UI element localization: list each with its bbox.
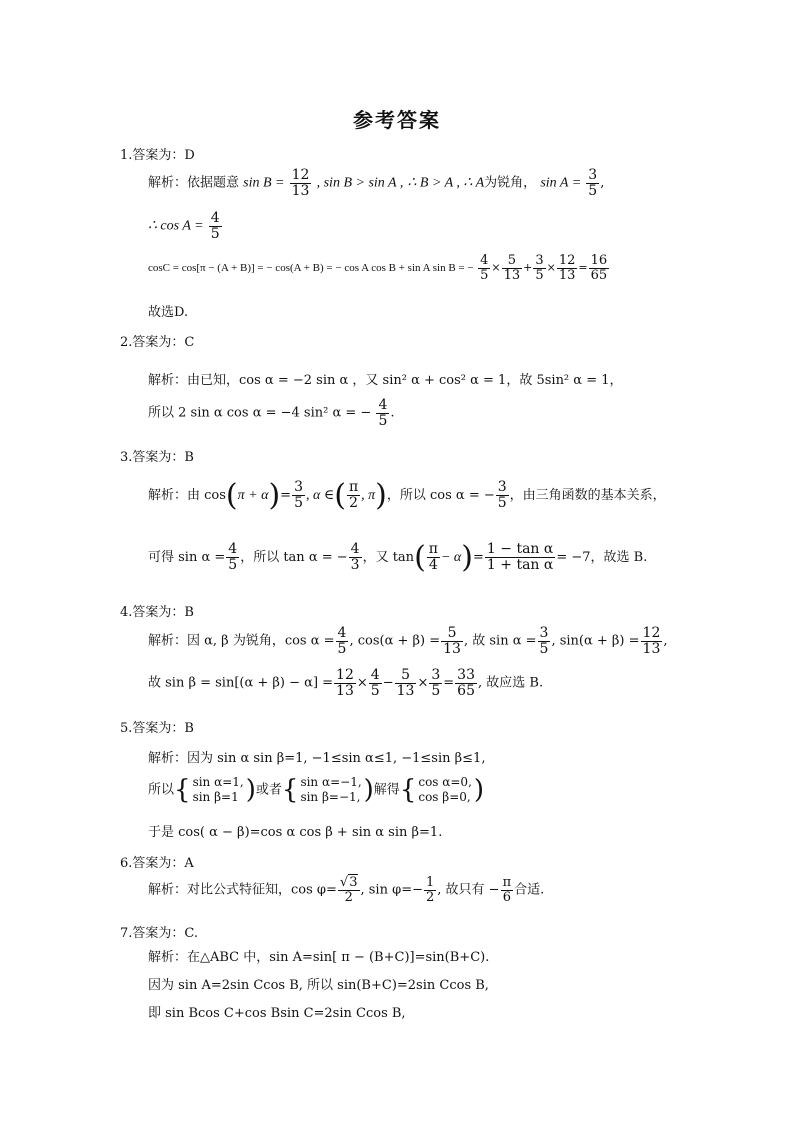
q6-frac: $\frac{1}{2}$ [426,875,435,905]
q5-line-1: 解析：因为 sin α sin β=1, −1≤sin α≤1, −1≤sin β≤1, [148,751,486,766]
q3-frac: $\frac{\pi}{4}$ [428,541,438,573]
q1-expr: , sin B > sin A , [316,175,404,191]
q5-line-3: 于是 cos( α − β)=cos α cos β + sin α sin β=1. [148,825,443,840]
q3-frac: $\frac{\text{1 − tan α}}{\text{1 + tan α}}$ [486,541,554,573]
q1-answer: 1.答案为：D [120,148,195,163]
q7-line-2: 因为 sin A=2sin Ccos B, 所以 sin(B+C)=2sin Ccos B, [148,978,489,993]
q1-line-2 [148,211,223,241]
q6-frac: $\frac{\pi}{6}$ [502,875,512,905]
q4-frac: $\frac{3}{5}$ [539,625,549,657]
q1-frac: $\frac{4}{5}$ [210,210,220,242]
q1-expr: ∴ B > A , ∴ A [407,175,485,191]
q1-frac: $\frac{3}{5}$ [588,167,598,199]
q1-line-3: cosC = cos[π − (A + B)] = − cos(A + B) = − cos A cos B + sin A sin B = − $\frac{4}{5}$ × $\frac{5}{13}$ + $\frac{3}{5}$ × $\frac{12}{13}$ = $\frac{16}{65}$ [148,253,608,283]
q1-frac: $\frac{3}{5}$ [535,253,544,283]
q1-expr: sin B = [243,175,285,191]
q1-expr: sin A = [540,175,582,191]
q1-expr: ∴ cos A = [148,218,204,234]
q4-frac: $\frac{4}{5}$ [370,667,380,699]
q4-frac: $\frac{12}{13}$ [336,667,354,699]
q5-case-2: sin α=−1, sin β=−1, [300,775,362,804]
q4-frac: $\frac{12}{13}$ [642,625,661,657]
q2-line-1: 解析：由已知，cos α = −2 sin α ，又 sin² α + cos² α = 1，故 5sin² α = 1， [148,373,623,388]
q1-line-1 [148,168,604,198]
q4-frac: $\frac{4}{5}$ [337,625,347,657]
q7-line-1: 解析：在△ABC 中，sin A=sin[ π − (B+C)]=sin(B+C). [148,950,490,965]
q1-end: 故选D. [148,305,189,320]
q6-frac: $\frac{√3}{2}$ [339,875,358,905]
q3-frac: $\frac{4}{5}$ [228,541,238,573]
q3-frac: $\frac{3}{5}$ [294,479,303,511]
q7-answer: 7.答案为：C. [120,926,199,941]
q3-line-1: 解析：由 cos(π + α)= $\frac{3}{5}$ , α ∈( $\frac{\pi}{2}$ , π)，所以 cos α = − $\frac{3}{5}$ ，由三角函数的基本关系， [148,478,666,513]
q2-frac: $\frac{4}{5}$ [378,397,388,429]
q5-answer: 5.答案为：B [120,721,194,736]
q1-frac: $\frac{12}{13}$ [558,253,576,283]
q4-frac: $\frac{5}{13}$ [396,667,415,699]
q4-line-2: 故 sin β = sin[(α + β) − α] = $\frac{12}{13}$ × $\frac{4}{5}$ − $\frac{5}{13}$ × $\frac{3}{5}$ = $\frac{33}{65}$ , 故应选 B. [148,667,544,699]
page-title: 参考答案 [353,108,441,132]
q2-answer: 2.答案为：C [120,335,195,350]
q3-answer: 3.答案为：B [120,450,194,465]
q1-text: 为锐角， [484,175,537,191]
q4-line-1: 解析：因 α, β 为锐角，cos α = $\frac{4}{5}$ , cos(α + β) = $\frac{5}{13}$ , 故 sin α = $\frac{3}{5}$ , sin(α + β) = $\frac{12}{13}$ , [148,625,668,657]
q1-frac: $\frac{5}{13}$ [503,253,521,283]
q6-line-1: 解析：对比公式特征知，cos φ= $\frac{√3}{2}$ , sin φ=− $\frac{1}{2}$ , 故只有 − $\frac{\pi}{6}$ 合适. [148,875,545,905]
q4-frac: $\frac{33}{65}$ [457,667,475,699]
q1-expr: cosC = cos[π − (A + B)] = − cos(A + B) = − cos A cos B + sin A sin B = − [148,262,474,275]
q3-frac: $\frac{\pi}{2}$ [348,479,359,511]
q1-text: 解析：依据题意 [148,175,240,191]
q3-line-2: 可得 sin α = $\frac{4}{5}$ ，所以 tan α = − $\frac{4}{3}$ ，又 tan( $\frac{\pi}{4}$ − α)= $\frac{\text{1 − tan α}}{\text{1 + tan α}}$ = −7，故选 B. [148,540,648,575]
q5-case-1: sin α=1, sin β=1 [192,775,244,804]
q7-line-3: 即 sin Bcos C+cos Bsin C=2sin Ccos B, [148,1006,406,1021]
q1-frac: $\frac{16}{65}$ [590,253,608,283]
q3-frac: $\frac{3}{5}$ [497,479,507,511]
q4-frac: $\frac{5}{13}$ [443,625,461,657]
q2-line-2: 所以 2 sin α cos α = −4 sin² α = − $\frac{4}{5}$ . [148,397,395,429]
q4-answer: 4.答案为：B [120,605,194,620]
q1-text: , [600,175,605,191]
q4-frac: $\frac{3}{5}$ [431,667,441,699]
q1-frac: $\frac{4}{5}$ [480,253,489,283]
q5-case-3: cos α=0, cos β=0, [418,775,472,804]
q5-line-2: 所以{ sin α=1, sin β=1 )或者{ sin α=−1, sin β=−1, )解得{ cos α=0, cos β=0, ) [148,775,485,805]
q6-answer: 6.答案为：A [120,856,194,871]
q1-frac: $\frac{12}{13}$ [291,167,310,199]
q2-text: 所以 2 sin α cos α = −4 sin² α = − [148,405,372,421]
q3-frac: $\frac{4}{3}$ [350,541,360,573]
